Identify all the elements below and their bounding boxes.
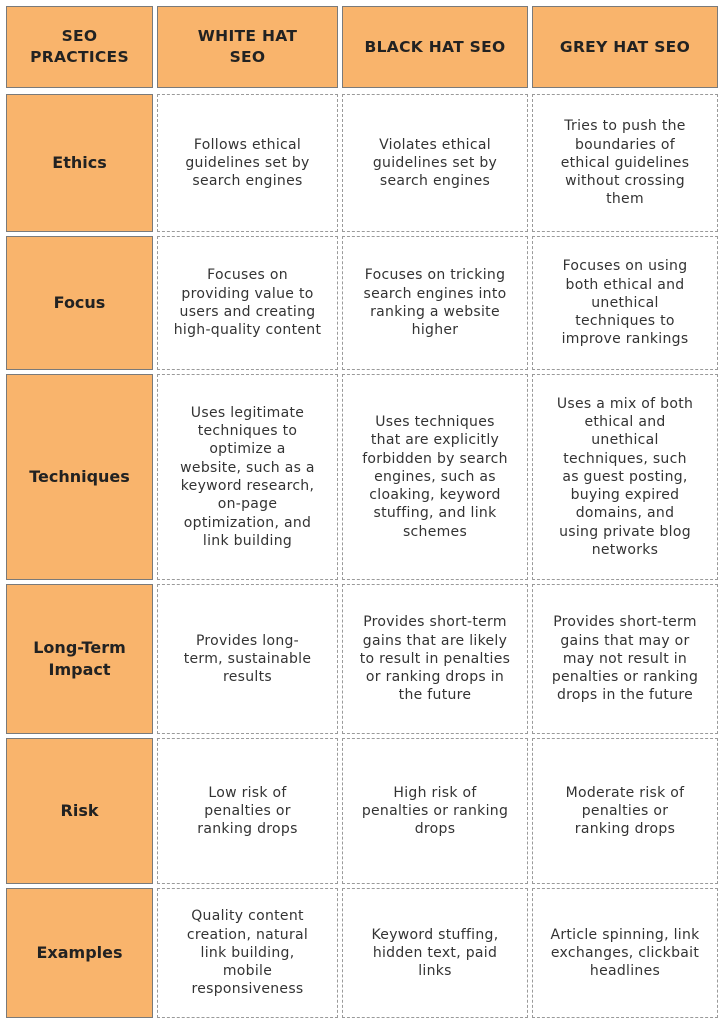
row-label-examples [6,888,153,1018]
header-grey-hat [532,6,718,88]
cell-risk-white [157,738,338,884]
cell-techniques-grey [532,374,718,580]
cell-text: Provides long-term, sustainable results [183,632,312,686]
cell-examples-white [157,888,338,1018]
cell-impact-white [157,584,338,734]
cell-text: Focuses on using both ethical and unethical techniques to improve rankings [561,258,689,348]
cell-focus-grey [532,236,718,370]
cell-text: Uses legitimate techniques to optimize a website, such as a keyword research, on-page optimization, and link building [180,404,315,549]
cell-techniques-black [342,374,528,580]
row-label-long-term-impact [6,584,153,734]
cell-text: Uses techniques that are explicitly forbidden by search engines, such as cloaking, keyword stuffing, and link schemes [362,413,508,540]
header-white-hat [157,6,338,88]
cell-text: Keyword stuffing, hidden text, paid links [371,926,499,980]
header-black-hat [342,6,528,88]
cell-techniques-white [157,374,338,580]
row-label-focus [6,236,153,370]
header-seo-practices [6,6,153,88]
cell-focus-black [342,236,528,370]
cell-text: Focuses on tricking search engines into ranking a website higher [363,267,507,339]
cell-ethics-grey [532,94,718,232]
cell-text: High risk of penalties or ranking drops [361,784,509,838]
cell-examples-grey [532,888,718,1018]
row-label-text: Ethics [52,153,107,172]
cell-ethics-black [342,94,528,232]
cell-risk-black [342,738,528,884]
header-black-hat-label: BLACK HAT SEO [364,37,506,56]
cell-text: Provides short-term gains that may or may not result in penalties or ranking drops in the future [551,614,699,704]
cell-impact-black [342,584,528,734]
cell-examples-black [342,888,528,1018]
row-label-ethics [6,94,153,232]
cell-risk-grey [532,738,718,884]
row-label-text: Risk [60,801,99,820]
cell-impact-grey [532,584,718,734]
row-label-text: Techniques [29,467,130,486]
cell-ethics-white [157,94,338,232]
header-seo-practices-label: SEO PRACTICES [30,27,129,66]
cell-text: Violates ethical guidelines set by search engines [372,136,498,190]
cell-text: Moderate risk of penalties or ranking drops [565,784,685,838]
row-label-text: Focus [53,293,106,312]
cell-text: Focuses on providing value to users and creating high-quality content [173,267,322,339]
cell-text: Low risk of penalties or ranking drops [197,784,298,838]
cell-focus-white [157,236,338,370]
cell-text: Tries to push the boundaries of ethical guidelines without crossing them [560,118,690,208]
cell-text: Follows ethical guidelines set by search engines [185,136,310,190]
row-label-techniques [6,374,153,580]
cell-text: Uses a mix of both ethical and unethical techniques, such as guest posting, buying expired domains, and using private blog networks [556,395,694,559]
row-label-risk [6,738,153,884]
row-label-text: Long-Term Impact [33,638,126,679]
cell-text: Provides short-term gains that are likely to result in penalties or ranking drops in the future [359,614,511,704]
cell-text: Quality content creation, natural link building, mobile responsiveness [186,908,309,998]
cell-text: Article spinning, link exchanges, clickbait headlines [550,926,700,980]
header-grey-hat-label: GREY HAT SEO [559,37,691,56]
header-white-hat-label: WHITE HAT SEO [197,27,298,66]
row-label-text: Examples [36,943,123,962]
